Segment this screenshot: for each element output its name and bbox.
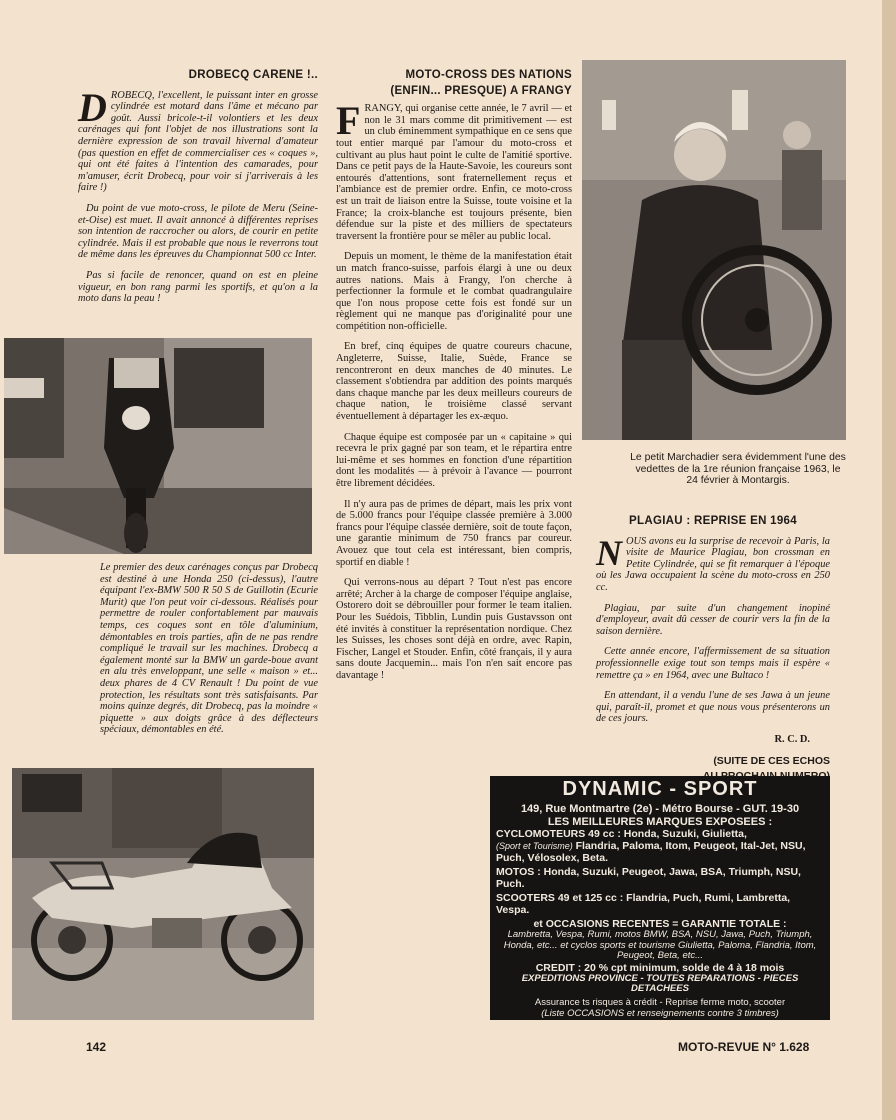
page-edge [882, 0, 896, 1120]
signature: R. C. D. [774, 733, 810, 745]
ad-cyclo-brands2: Flandria, Paloma, Itom, Peugeot, Ital-Jet, NSU, Puch, Vélosolex, Beta. [496, 840, 806, 864]
frangy-p1: RANGY, qui organise cette année, le 7 avril — et non le 31 mars comme dit primitivement — est un club éminemment sympathique en ce sens que tout entier marqué par l'amour du moto-cross et cultivant au plus haut point le culte de l'amitié sportive. Dans ce petit pays de la Haute-Savoie, les coureurs sont entourés d'attentions, sont fraternellement reçus et l'ambiance est de premier ordre. Enfin, ce moto-cross est un trait de liaison entre la Suisse, toute voisine et la France; la croix-blanche est toujours présente, bien défendue sur la piste et des milliers de spectateurs traversent la frontière pour se mêler au public local. [336, 103, 572, 242]
ad-title: DYNAMIC - SPORT [562, 778, 758, 800]
ad-cyclo-label: CYCLOMOTEURS 49 cc : [496, 828, 621, 840]
heading-drobecq: DROBECQ CARENE !.. [188, 69, 318, 81]
heading-plagiau: PLAGIAU : REPRISE EN 1964 [629, 515, 797, 527]
frangy-p5: Il n'y aura pas de primes de départ, mais les prix vont de 5.000 francs pour l'équipe classée première à 3.000 francs pour l'équipe classée dernière, soit de toute façon, une garantie minimum de 750 francs par coureur. Avouez que tout cela est intéressant, bien compris, sportif en diable ! [336, 498, 572, 568]
frangy-p3: En bref, cinq équipes de quatre coureurs chacune, Angleterre, Suisse, Italie, Suède, France se rencontreront en deux manches de 40 minutes. Le classement s'obtiendra par addition des points marqués dans chaque manche par les deux meilleurs coureurs de chaque nation, le troisième classé servant éventuellement à départager les ex-æquo. [336, 341, 572, 423]
ad-assurance: Assurance ts risques à crédit - Reprise ferme moto, scooter [534, 996, 786, 1008]
plagiau-p4: En attendant, il a vendu l'une de ses Jawa à un jeune qui, paraît-il, promet et que nous vous présenterons un de ces jours. [596, 690, 830, 725]
ad-motos-label: MOTOS : [496, 866, 541, 878]
caption-drobecq [100, 562, 318, 745]
ad-cyclo-sub: (Sport et Tourisme) [496, 841, 573, 851]
ad-scooters-label: SCOOTERS 49 et 125 cc : [496, 892, 624, 904]
column-plagiau [596, 516, 830, 784]
page-number: 142 [86, 1040, 107, 1054]
frangy-p2: Depuis un moment, le thème de la manifestation était un match franco-suisse, parfois élargi à une ou deux autres nations. Mais à Frangy, l'on cherche à perfectionner la formule et le combat quadrangulaire que l'on nous propose cette fois est fondé sur un règlement qui ne manque pas d'originalité pour une compétition non-officielle. [336, 251, 572, 332]
dropcap-f: F [336, 98, 361, 144]
magazine-footer: MOTO-REVUE N° 1.628 [678, 1040, 810, 1054]
ad-motos-brands: Honda, Suzuki, Peugeot, Jawa, BSA, Triumph, NSU, Puch. [496, 866, 801, 890]
ad-subhead: LES MEILLEURES MARQUES EXPOSEES : [547, 816, 773, 828]
ad-occasions-list: Lambretta, Vespa, Rumi, motos BMW, BSA, NSU, Jawa, Puch, Triumph, Honda, etc... et cyclos sports et tourisme Giulietta, Paloma, Flandria, Itom, Peugeot, Beta, etc... [503, 929, 817, 961]
heading-frangy-2: (ENFIN... PRESQUE) A FRANGY [390, 84, 572, 97]
photo-marchadier [582, 60, 846, 440]
plagiau-p3: Cette année encore, l'affermissement de sa situation professionnelle exige tout son temps mais il espère « remettre ça » en 1964, avec une Bultaco ! [596, 646, 830, 681]
drobecq-p1: ROBECQ, l'excellent, le puissant inter en grosse cylindrée est motard dans l'âme et mécano par goût. Aussi bricole-t-il volontiers et les deux carénages qui font l'objet de nos illustrations sont la dernière expression de son travail hivernal d'amateur (pas question en effet de commercialiser ces « coques », qui ont été faites à l'intention des camarades, pour m'amuser, écrit Drobecq, pour voir si j'arriverais à les faire !) [78, 89, 318, 194]
drobecq-p2: Du point de vue moto-cross, le pilote de Meru (Seine-et-Oise) est muet. Il avait annoncé à différentes reprises son intention de raccrocher ou alors, de courir en petite cylindrée. Mais il est probable que nous le reverrons tout de même dans les épreuves du Championnat 500 cc Inter. [78, 202, 318, 261]
ad-credit: CREDIT : 20 % cpt minimum, solde de 4 à 18 mois [535, 961, 785, 974]
photo-bmw-fairing [12, 768, 314, 1020]
drobecq-p3: Pas si facile de renoncer, quand on est en pleine vigueur, en bon rang parmi les sportifs, et qu'on a la moto dans la peau ! [78, 269, 318, 305]
ad-scooters-brands: Flandria, Puch, Rumi, Lambretta, Vespa. [496, 892, 791, 916]
photo-honda-fairing [4, 338, 312, 554]
plagiau-p1: OUS avons eu la surprise de recevoir à Paris, la visite de Maurice Plagiau, bon crossman en Petite Cylindrée, qui se fit remarquer à l'époque où les Jawa occupaient la scène du moto-cross en 250 cc. [596, 535, 830, 593]
caption-marchadier: Le petit Marchadier sera évidemment l'une des vedettes de la 1re réunion française 1963, le 24 février à Montargis. [630, 452, 846, 487]
plagiau-p2: Plagiau, par suite d'un changement inopiné d'employeur, avait dû cesser de courir vers la fin de la saison dernière. [596, 602, 830, 637]
drobecq-caption: Le premier des deux carénages conçus par Drobecq est destiné à une Honda 250 (ci-dessus), l'autre équipant l'ex-BMW 500 R 50 S de Guillotin (Ecurie Murit) que l'on peut voir ci-dessous. Réalisés pour permettre de rouler confortablement par mauvais temps, ces coques sont en tôle d'aluminium, démontables en trois parties, afin de ne pas rendre compliqué le travail sur les machines. Drobecq a également monté sur la BMW un garde-boue avant en alu très enveloppant, une selle « maison » et... deux phares de 4 CV Renault ! Du point de vue protection, les résultats sont très satisfaisants. Par moins quinze degrés, dit Drobecq, pas la moindre « piquette » aux doigts grâce à des déflecteurs spéciaux, démontables en été. [100, 562, 318, 736]
column-frangy [336, 70, 572, 691]
column-drobecq [78, 70, 318, 314]
heading-frangy-1: MOTO-CROSS DES NATIONS [405, 69, 572, 81]
ad-occasions: et OCCASIONS RECENTES = GARANTIE TOTALE : [533, 918, 787, 930]
ad-address: 149, Rue Montmartre (2e) - Métro Bourse - GUT. 19-30 [520, 803, 800, 815]
frangy-p4: Chaque équipe est composée par un « capitaine » qui recevra le prix gagné par son team, et le répartira entre lui-même et ses hommes en fonction d'une répartition dont les modalités — à prévoir à l'avance — pourront être librement décidées. [336, 431, 572, 489]
frangy-p6: Qui verrons-nous au départ ? Tout n'est pas encore arrêté; Archer à la charge de composer l'équipe anglaise, Ostorero doit se débrouiller pour former le team italien. Pour les Suédois, Tibblin, Lundin puis Gustavsson ont été invités à constituer la représentation nordique. Chez les Suisses, les choses sont déjà en ordre, avec Rapin, Fischer, Langel et Stouder. Enfin, côté français, il y aura sans doute Jacquemin... mais l'on n'en sait encore pas davantage ! [336, 577, 572, 681]
dynamic-sport-ad [490, 776, 830, 1020]
ad-expeditions: EXPEDITIONS PROVINCE - TOUTES REPARATIONS - PIECES DETACHEES [521, 972, 799, 994]
ad-liste: (Liste OCCASIONS et renseignements contre 3 timbres) [541, 1007, 779, 1019]
suite-line-1: (SUITE DE CES ECHOS [713, 754, 830, 767]
dropcap-n: N [596, 532, 622, 573]
dropcap-d: D [78, 84, 107, 130]
ad-cyclo-brands1: Honda, Suzuki, Giulietta, [623, 828, 747, 840]
